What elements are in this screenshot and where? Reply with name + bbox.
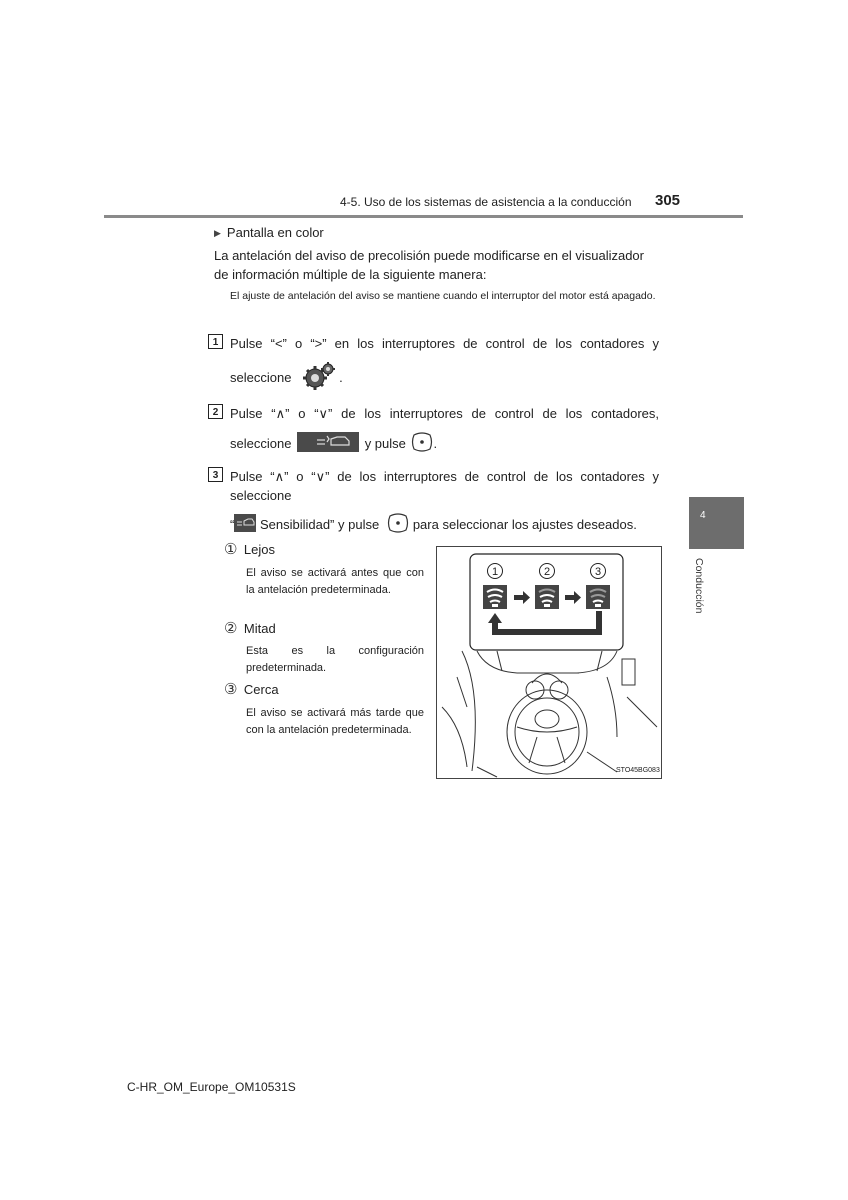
svg-text:3: 3 (594, 566, 602, 578)
step-1-text: Pulse “<” o “>” en los interruptores de control de los contadores y (230, 336, 659, 351)
step-2-text: Pulse “∧” o “∨” de los interruptores de control de los contadores, (230, 406, 659, 421)
option-title-cerca: Cerca (243, 682, 279, 697)
option-marker-2: ② (224, 620, 238, 637)
option-marker-3: ③ (224, 681, 238, 698)
step-2-select-label: seleccione (230, 435, 292, 451)
svg-text:2: 2 (543, 566, 551, 578)
sensitivity-far-icon (483, 585, 507, 609)
option-cerca (224, 680, 279, 699)
chapter-label: Conducción (693, 558, 705, 614)
chapter-label-container (690, 558, 710, 628)
step-number-1: 1 (208, 334, 223, 349)
chapter-tab (689, 497, 744, 549)
bullet-heading (214, 225, 324, 240)
sensitivity-near-icon (586, 585, 610, 609)
step-2-line2 (230, 431, 437, 458)
step-number-3: 3 (208, 467, 223, 482)
step-2-press-label: y pulse (364, 435, 406, 451)
option-desc-cerca: El aviso se activará más tarde que con la antelación predeterminada. (246, 707, 424, 736)
step-3-sensitivity-text: Sensibilidad” y pulse (256, 516, 380, 532)
steering-wheel-drawing (442, 651, 657, 777)
step-3-line3 (230, 512, 637, 539)
intro-line-2: de información múltiple de la siguiente manera: (214, 267, 487, 282)
step-number-2: 2 (208, 404, 223, 419)
option-desc-lejos: El aviso se activará antes que con la antelación predeterminada. (246, 567, 424, 596)
figure-code: STO45BG083 (616, 767, 660, 774)
intro-line-1: La antelación del aviso de precolisión puede modificarse en el visualizador (214, 248, 644, 263)
option-mitad (224, 619, 276, 638)
bullet-heading-text: Pantalla en color (226, 225, 324, 240)
chapter-number: 4 (700, 510, 706, 521)
step-2-period: . (433, 435, 438, 451)
document-id: C-HR_OM_Europe_OM10531S (127, 1080, 296, 1094)
step-1-period: . (339, 369, 343, 385)
option-marker-1: ① (224, 541, 238, 558)
ok-button-icon (386, 512, 410, 539)
svg-text:1: 1 (491, 566, 499, 578)
precollision-sensitivity-icon (234, 514, 256, 537)
step-3-open-quote: “ (230, 516, 235, 532)
precollision-menu-icon (297, 432, 359, 457)
step-3-select-label: seleccione (230, 488, 292, 503)
ok-button-icon (410, 431, 434, 458)
step-1-line2 (230, 361, 343, 396)
step-3-text: Pulse “∧” o “∨” de los interruptores de control de los contadores y (230, 469, 659, 484)
page-number: 305 (655, 192, 681, 209)
sensitivity-mid-icon (535, 585, 559, 609)
step-3-end-text: para seleccionar los ajustes deseados. (412, 516, 637, 532)
option-desc-mitad: Esta es la configuración predeterminada. (246, 645, 424, 674)
figure-marker-1 (488, 564, 503, 579)
settings-gear-icon (301, 361, 337, 396)
note-text: El ajuste de antelación del aviso se mantiene cuando el interruptor del motor está apagado. (230, 290, 656, 302)
header-rule (104, 215, 743, 218)
dashboard-illustration (437, 547, 661, 778)
option-lejos (224, 540, 275, 559)
figure-marker-3 (591, 564, 606, 579)
option-title-lejos: Lejos (243, 542, 275, 557)
option-title-mitad: Mitad (243, 621, 276, 636)
triangle-bullet-icon: ▶ (214, 228, 221, 238)
figure-frame (436, 546, 662, 779)
section-title: 4-5. Uso de los sistemas de asistencia a la conducción (340, 195, 632, 209)
step-1-select-label: seleccione (230, 369, 292, 385)
figure-marker-2 (540, 564, 555, 579)
